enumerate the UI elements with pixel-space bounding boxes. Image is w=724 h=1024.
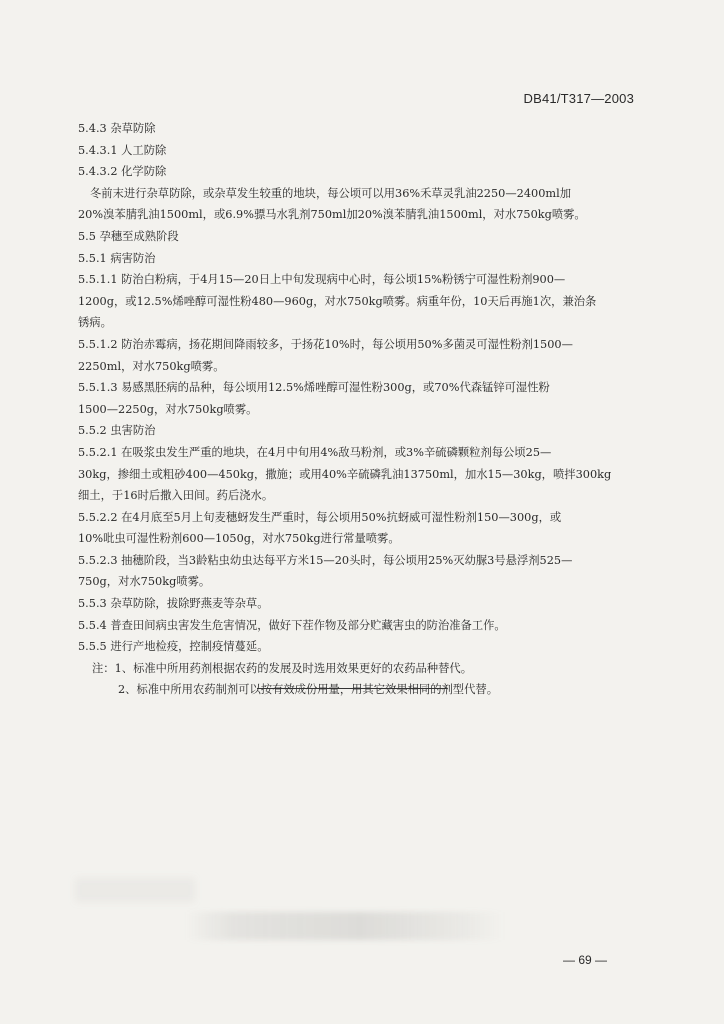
- page-number: — 69 —: [563, 953, 608, 967]
- paragraph-line: 5.5.3 杂草防除，拔除野燕麦等杂草。: [78, 597, 269, 611]
- paragraph-line: 30kg，掺细土或粗砂400—450kg，撒施；或用40%辛硫磷乳油13750ml，加水15—30kg，喷拌300kg: [78, 467, 612, 481]
- paragraph-line: 5.5.4 普查田间病虫害发生危害情况，做好下茬作物及部分贮藏害虫的防治准备工作。: [78, 618, 506, 632]
- section-heading: 5.4.3 杂草防除: [78, 122, 156, 135]
- subsection-heading: 5.4.3.2 化学防除: [78, 165, 167, 179]
- subsection-heading: 5.5.1 病害防治: [78, 251, 156, 265]
- paragraph-line: 冬前末进行杂草防除，或杂草发生较重的地块，每公顷可以用36%禾草灵乳油2250—2400ml加: [90, 186, 572, 200]
- paragraph-line: 5.5.1.1 防治白粉病，于4月15—20日上中旬发现病中心时，每公顷15%粉锈宁可湿性粉剂900—: [78, 273, 566, 287]
- note-line: 注：1、标准中所用药剂根据农药的发展及时选用效果更好的农药品种替代。: [92, 661, 472, 675]
- paragraph-line: 5.5.2.3 抽穗阶段，当3龄粘虫幼虫达每平方米15—20头时，每公顷用25%灭幼脲3号悬浮剂525—: [78, 553, 573, 567]
- paragraph-line: 5.5.1.3 易感黑胚病的品种，每公顷用12.5%烯唑醇可湿性粉300g，或70%代森锰锌可湿性粉: [78, 381, 550, 395]
- paragraph-line: 2250ml，对水750kg喷雾。: [78, 359, 225, 373]
- paragraph-line: 5.5.1.2 防治赤霉病，扬花期间降雨较多，于扬花10%时，每公顷用50%多菌灵可湿性粉剂1500—: [78, 337, 573, 351]
- document-body: [78, 118, 644, 701]
- paragraph-line: 5.5.5 进行产地检疫，控制疫情蔓延。: [78, 640, 269, 654]
- paragraph-line: 锈病。: [78, 316, 112, 330]
- paragraph-line: 20%溴苯腈乳油1500ml，或6.9%骠马水乳剂750ml加20%溴苯腈乳油1500ml，对水750kg喷雾。: [78, 208, 586, 222]
- subsection-heading: 5.5.2 虫害防治: [78, 424, 156, 438]
- paragraph-line: 5.5.2.1 在吸浆虫发生严重的地块，在4月中旬用4%敌马粉剂，或3%辛硫磷颗粒剂每公顷25—: [78, 445, 552, 459]
- scan-smudge: [185, 912, 505, 940]
- paragraph-line: 5.5.2.2 在4月底至5月上旬麦穗蚜发生严重时，每公顷用50%抗蚜威可湿性粉剂150—300g，或: [78, 510, 562, 524]
- subsection-heading: 5.4.3.1 人工防除: [78, 143, 167, 157]
- note-line: 2、标准中所用农药制剂可以按有效成份用量，用其它效果相同的剂型代替。: [118, 683, 498, 697]
- paragraph-line: 1200g，或12.5%烯唑醇可湿性粉480—960g，对水750kg喷雾。病重年份，10天后再施1次，兼治条: [78, 294, 597, 308]
- scan-smudge: [75, 878, 195, 902]
- paragraph-line: 10%吡虫可湿性粉剂600—1050g，对水750kg进行常量喷雾。: [78, 532, 400, 546]
- paragraph-line: 750g，对水750kg喷雾。: [78, 575, 211, 589]
- paragraph-line: 1500—2250g，对水750kg喷雾。: [78, 402, 258, 416]
- section-heading: 5.5 孕穗至成熟阶段: [78, 229, 179, 243]
- standard-code: DB41/T317—2003: [523, 91, 634, 106]
- separator-rule: [257, 688, 447, 689]
- paragraph-line: 细土，于16时后撒入田间。药后浇水。: [78, 489, 274, 503]
